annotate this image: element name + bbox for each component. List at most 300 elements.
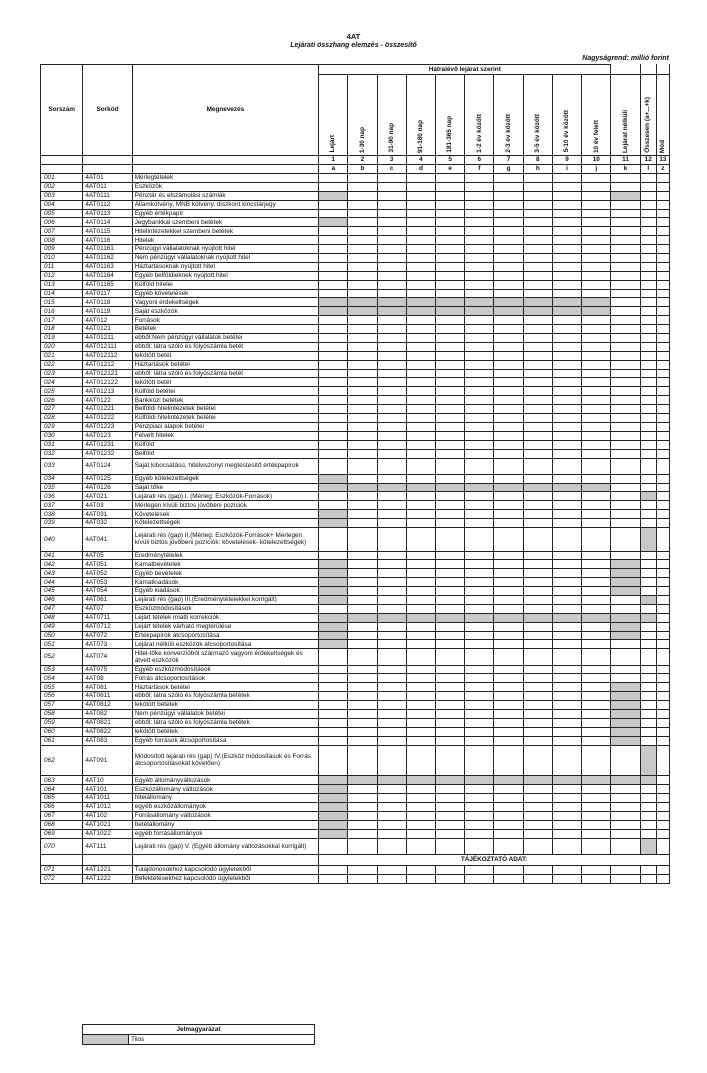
value-cell[interactable] [582, 794, 611, 803]
value-cell[interactable] [552, 218, 581, 227]
value-cell[interactable] [552, 440, 581, 449]
value-cell[interactable] [494, 396, 523, 405]
value-cell[interactable] [406, 191, 435, 200]
value-cell[interactable] [436, 262, 465, 271]
value-cell[interactable] [436, 298, 465, 307]
value-cell[interactable] [582, 604, 611, 613]
value-cell[interactable] [494, 342, 523, 351]
value-cell[interactable] [611, 280, 640, 289]
value-cell[interactable] [656, 519, 669, 528]
value-cell[interactable] [494, 209, 523, 218]
value-cell[interactable] [640, 578, 656, 587]
value-cell[interactable] [656, 595, 669, 604]
value-cell[interactable] [377, 701, 406, 710]
value-cell[interactable] [377, 405, 406, 414]
value-cell[interactable] [348, 692, 377, 701]
value-cell[interactable] [656, 587, 669, 596]
value-cell[interactable] [611, 200, 640, 209]
value-cell[interactable] [494, 360, 523, 369]
value-cell[interactable] [319, 227, 348, 236]
value-cell[interactable] [552, 351, 581, 360]
value-cell[interactable] [494, 405, 523, 414]
value-cell[interactable] [640, 649, 656, 665]
value-cell[interactable] [582, 414, 611, 423]
value-cell[interactable] [465, 307, 494, 316]
value-cell[interactable] [436, 218, 465, 227]
value-cell[interactable] [494, 236, 523, 245]
value-cell[interactable] [582, 631, 611, 640]
value-cell[interactable] [523, 271, 552, 280]
value-cell[interactable] [348, 174, 377, 183]
value-cell[interactable] [656, 604, 669, 613]
value-cell[interactable] [640, 528, 656, 552]
value-cell[interactable] [582, 692, 611, 701]
value-cell[interactable] [319, 431, 348, 440]
value-cell[interactable] [582, 501, 611, 510]
value-cell[interactable] [640, 227, 656, 236]
value-cell[interactable] [436, 396, 465, 405]
value-cell[interactable] [319, 396, 348, 405]
value-cell[interactable] [406, 692, 435, 701]
value-cell[interactable] [377, 785, 406, 794]
value-cell[interactable] [319, 271, 348, 280]
value-cell[interactable] [377, 631, 406, 640]
value-cell[interactable] [552, 298, 581, 307]
value-cell[interactable] [656, 785, 669, 794]
value-cell[interactable] [656, 396, 669, 405]
value-cell[interactable] [640, 829, 656, 838]
value-cell[interactable] [348, 280, 377, 289]
value-cell[interactable] [611, 396, 640, 405]
value-cell[interactable] [348, 674, 377, 683]
value-cell[interactable] [348, 316, 377, 325]
value-cell[interactable] [552, 449, 581, 458]
value-cell[interactable] [348, 351, 377, 360]
value-cell[interactable] [611, 718, 640, 727]
value-cell[interactable] [523, 440, 552, 449]
value-cell[interactable] [465, 316, 494, 325]
value-cell[interactable] [582, 422, 611, 431]
value-cell[interactable] [582, 551, 611, 560]
value-cell[interactable] [582, 528, 611, 552]
value-cell[interactable] [319, 483, 348, 492]
value-cell[interactable] [436, 458, 465, 474]
value-cell[interactable] [348, 587, 377, 596]
value-cell[interactable] [582, 736, 611, 745]
value-cell[interactable] [348, 342, 377, 351]
value-cell[interactable] [406, 334, 435, 343]
value-cell[interactable] [377, 483, 406, 492]
value-cell[interactable] [640, 307, 656, 316]
value-cell[interactable] [523, 874, 552, 883]
value-cell[interactable] [319, 613, 348, 622]
value-cell[interactable] [319, 262, 348, 271]
value-cell[interactable] [377, 325, 406, 334]
value-cell[interactable] [377, 334, 406, 343]
value-cell[interactable] [494, 218, 523, 227]
value-cell[interactable] [377, 271, 406, 280]
value-cell[interactable] [406, 492, 435, 501]
value-cell[interactable] [319, 631, 348, 640]
value-cell[interactable] [611, 351, 640, 360]
value-cell[interactable] [552, 587, 581, 596]
value-cell[interactable] [640, 271, 656, 280]
value-cell[interactable] [552, 692, 581, 701]
value-cell[interactable] [436, 649, 465, 665]
value-cell[interactable] [656, 431, 669, 440]
value-cell[interactable] [582, 191, 611, 200]
value-cell[interactable] [436, 692, 465, 701]
value-cell[interactable] [552, 209, 581, 218]
value-cell[interactable] [465, 820, 494, 829]
value-cell[interactable] [319, 342, 348, 351]
value-cell[interactable] [640, 405, 656, 414]
value-cell[interactable] [406, 483, 435, 492]
value-cell[interactable] [436, 449, 465, 458]
value-cell[interactable] [465, 718, 494, 727]
value-cell[interactable] [552, 474, 581, 483]
value-cell[interactable] [465, 622, 494, 631]
value-cell[interactable] [656, 245, 669, 254]
value-cell[interactable] [656, 701, 669, 710]
value-cell[interactable] [377, 298, 406, 307]
value-cell[interactable] [640, 483, 656, 492]
value-cell[interactable] [494, 674, 523, 683]
value-cell[interactable] [656, 709, 669, 718]
value-cell[interactable] [523, 820, 552, 829]
value-cell[interactable] [611, 820, 640, 829]
value-cell[interactable] [582, 622, 611, 631]
value-cell[interactable] [436, 325, 465, 334]
value-cell[interactable] [552, 665, 581, 674]
value-cell[interactable] [552, 674, 581, 683]
value-cell[interactable] [494, 334, 523, 343]
value-cell[interactable] [465, 422, 494, 431]
value-cell[interactable] [377, 587, 406, 596]
value-cell[interactable] [436, 528, 465, 552]
value-cell[interactable] [582, 200, 611, 209]
value-cell[interactable] [348, 191, 377, 200]
value-cell[interactable] [494, 829, 523, 838]
value-cell[interactable] [465, 613, 494, 622]
value-cell[interactable] [377, 209, 406, 218]
value-cell[interactable] [494, 271, 523, 280]
value-cell[interactable] [552, 649, 581, 665]
value-cell[interactable] [582, 649, 611, 665]
value-cell[interactable] [377, 458, 406, 474]
value-cell[interactable] [494, 369, 523, 378]
value-cell[interactable] [406, 236, 435, 245]
value-cell[interactable] [406, 776, 435, 785]
value-cell[interactable] [377, 649, 406, 665]
value-cell[interactable] [494, 560, 523, 569]
value-cell[interactable] [640, 820, 656, 829]
value-cell[interactable] [465, 665, 494, 674]
value-cell[interactable] [348, 431, 377, 440]
value-cell[interactable] [656, 342, 669, 351]
value-cell[interactable] [465, 298, 494, 307]
value-cell[interactable] [611, 874, 640, 883]
value-cell[interactable] [406, 560, 435, 569]
value-cell[interactable] [552, 865, 581, 874]
value-cell[interactable] [656, 551, 669, 560]
value-cell[interactable] [465, 519, 494, 528]
value-cell[interactable] [611, 604, 640, 613]
value-cell[interactable] [552, 736, 581, 745]
value-cell[interactable] [377, 528, 406, 552]
value-cell[interactable] [348, 227, 377, 236]
value-cell[interactable] [406, 785, 435, 794]
value-cell[interactable] [406, 727, 435, 736]
value-cell[interactable] [319, 218, 348, 227]
value-cell[interactable] [656, 289, 669, 298]
value-cell[interactable] [582, 718, 611, 727]
value-cell[interactable] [640, 209, 656, 218]
value-cell[interactable] [582, 271, 611, 280]
value-cell[interactable] [523, 604, 552, 613]
value-cell[interactable] [552, 811, 581, 820]
value-cell[interactable] [523, 736, 552, 745]
value-cell[interactable] [656, 820, 669, 829]
value-cell[interactable] [582, 595, 611, 604]
value-cell[interactable] [523, 245, 552, 254]
value-cell[interactable] [348, 405, 377, 414]
value-cell[interactable] [523, 587, 552, 596]
value-cell[interactable] [640, 218, 656, 227]
value-cell[interactable] [494, 820, 523, 829]
value-cell[interactable] [523, 191, 552, 200]
value-cell[interactable] [348, 378, 377, 387]
value-cell[interactable] [656, 811, 669, 820]
value-cell[interactable] [552, 174, 581, 183]
value-cell[interactable] [582, 369, 611, 378]
value-cell[interactable] [523, 483, 552, 492]
value-cell[interactable] [465, 458, 494, 474]
value-cell[interactable] [640, 458, 656, 474]
value-cell[interactable] [552, 227, 581, 236]
value-cell[interactable] [348, 510, 377, 519]
value-cell[interactable] [523, 613, 552, 622]
value-cell[interactable] [406, 674, 435, 683]
value-cell[interactable] [523, 803, 552, 812]
value-cell[interactable] [611, 316, 640, 325]
value-cell[interactable] [436, 245, 465, 254]
value-cell[interactable] [611, 587, 640, 596]
value-cell[interactable] [640, 718, 656, 727]
value-cell[interactable] [523, 254, 552, 263]
value-cell[interactable] [582, 396, 611, 405]
value-cell[interactable] [377, 342, 406, 351]
value-cell[interactable] [319, 692, 348, 701]
value-cell[interactable] [656, 254, 669, 263]
value-cell[interactable] [494, 200, 523, 209]
value-cell[interactable] [552, 604, 581, 613]
value-cell[interactable] [494, 640, 523, 649]
value-cell[interactable] [465, 745, 494, 776]
value-cell[interactable] [611, 785, 640, 794]
value-cell[interactable] [319, 776, 348, 785]
value-cell[interactable] [377, 838, 406, 854]
value-cell[interactable] [640, 492, 656, 501]
value-cell[interactable] [319, 604, 348, 613]
value-cell[interactable] [465, 254, 494, 263]
value-cell[interactable] [377, 474, 406, 483]
value-cell[interactable] [348, 449, 377, 458]
value-cell[interactable] [406, 387, 435, 396]
value-cell[interactable] [656, 727, 669, 736]
value-cell[interactable] [436, 422, 465, 431]
value-cell[interactable] [552, 569, 581, 578]
value-cell[interactable] [582, 674, 611, 683]
value-cell[interactable] [552, 369, 581, 378]
value-cell[interactable] [348, 613, 377, 622]
value-cell[interactable] [319, 683, 348, 692]
value-cell[interactable] [436, 519, 465, 528]
value-cell[interactable] [319, 191, 348, 200]
value-cell[interactable] [436, 683, 465, 692]
value-cell[interactable] [611, 640, 640, 649]
value-cell[interactable] [582, 803, 611, 812]
value-cell[interactable] [494, 865, 523, 874]
value-cell[interactable] [436, 289, 465, 298]
value-cell[interactable] [436, 492, 465, 501]
value-cell[interactable] [494, 245, 523, 254]
value-cell[interactable] [523, 218, 552, 227]
value-cell[interactable] [552, 785, 581, 794]
value-cell[interactable] [319, 458, 348, 474]
value-cell[interactable] [640, 174, 656, 183]
value-cell[interactable] [656, 369, 669, 378]
value-cell[interactable] [319, 595, 348, 604]
value-cell[interactable] [319, 528, 348, 552]
value-cell[interactable] [436, 811, 465, 820]
value-cell[interactable] [640, 745, 656, 776]
value-cell[interactable] [465, 604, 494, 613]
value-cell[interactable] [552, 245, 581, 254]
value-cell[interactable] [494, 727, 523, 736]
value-cell[interactable] [436, 483, 465, 492]
value-cell[interactable] [319, 182, 348, 191]
value-cell[interactable] [640, 776, 656, 785]
value-cell[interactable] [552, 501, 581, 510]
value-cell[interactable] [465, 727, 494, 736]
value-cell[interactable] [465, 785, 494, 794]
value-cell[interactable] [465, 431, 494, 440]
value-cell[interactable] [348, 458, 377, 474]
value-cell[interactable] [523, 578, 552, 587]
value-cell[interactable] [611, 245, 640, 254]
value-cell[interactable] [611, 254, 640, 263]
value-cell[interactable] [465, 209, 494, 218]
value-cell[interactable] [436, 569, 465, 578]
value-cell[interactable] [656, 387, 669, 396]
value-cell[interactable] [494, 191, 523, 200]
value-cell[interactable] [348, 709, 377, 718]
value-cell[interactable] [465, 578, 494, 587]
value-cell[interactable] [436, 360, 465, 369]
value-cell[interactable] [406, 369, 435, 378]
value-cell[interactable] [494, 483, 523, 492]
value-cell[interactable] [582, 351, 611, 360]
value-cell[interactable] [436, 701, 465, 710]
value-cell[interactable] [436, 604, 465, 613]
value-cell[interactable] [348, 820, 377, 829]
value-cell[interactable] [582, 218, 611, 227]
value-cell[interactable] [319, 510, 348, 519]
value-cell[interactable] [523, 674, 552, 683]
value-cell[interactable] [656, 378, 669, 387]
value-cell[interactable] [377, 551, 406, 560]
value-cell[interactable] [348, 829, 377, 838]
value-cell[interactable] [406, 595, 435, 604]
value-cell[interactable] [640, 360, 656, 369]
value-cell[interactable] [319, 209, 348, 218]
value-cell[interactable] [552, 631, 581, 640]
value-cell[interactable] [406, 631, 435, 640]
value-cell[interactable] [523, 560, 552, 569]
value-cell[interactable] [494, 649, 523, 665]
value-cell[interactable] [582, 182, 611, 191]
value-cell[interactable] [611, 838, 640, 854]
value-cell[interactable] [406, 604, 435, 613]
value-cell[interactable] [656, 674, 669, 683]
value-cell[interactable] [582, 587, 611, 596]
value-cell[interactable] [552, 378, 581, 387]
value-cell[interactable] [436, 622, 465, 631]
value-cell[interactable] [406, 683, 435, 692]
value-cell[interactable] [582, 262, 611, 271]
value-cell[interactable] [465, 174, 494, 183]
value-cell[interactable] [406, 829, 435, 838]
value-cell[interactable] [436, 820, 465, 829]
value-cell[interactable] [523, 709, 552, 718]
value-cell[interactable] [656, 209, 669, 218]
value-cell[interactable] [377, 745, 406, 776]
value-cell[interactable] [552, 519, 581, 528]
value-cell[interactable] [348, 369, 377, 378]
value-cell[interactable] [406, 351, 435, 360]
value-cell[interactable] [319, 422, 348, 431]
value-cell[interactable] [465, 674, 494, 683]
value-cell[interactable] [348, 578, 377, 587]
value-cell[interactable] [656, 360, 669, 369]
value-cell[interactable] [436, 182, 465, 191]
value-cell[interactable] [465, 874, 494, 883]
value-cell[interactable] [436, 334, 465, 343]
value-cell[interactable] [377, 829, 406, 838]
value-cell[interactable] [377, 200, 406, 209]
value-cell[interactable] [319, 745, 348, 776]
value-cell[interactable] [319, 236, 348, 245]
value-cell[interactable] [611, 307, 640, 316]
value-cell[interactable] [611, 560, 640, 569]
value-cell[interactable] [465, 811, 494, 820]
value-cell[interactable] [552, 776, 581, 785]
value-cell[interactable] [552, 510, 581, 519]
value-cell[interactable] [494, 298, 523, 307]
value-cell[interactable] [377, 396, 406, 405]
value-cell[interactable] [582, 254, 611, 263]
value-cell[interactable] [640, 736, 656, 745]
value-cell[interactable] [406, 665, 435, 674]
value-cell[interactable] [611, 551, 640, 560]
value-cell[interactable] [582, 709, 611, 718]
value-cell[interactable] [640, 613, 656, 622]
value-cell[interactable] [552, 200, 581, 209]
value-cell[interactable] [319, 820, 348, 829]
value-cell[interactable] [611, 683, 640, 692]
value-cell[interactable] [656, 474, 669, 483]
